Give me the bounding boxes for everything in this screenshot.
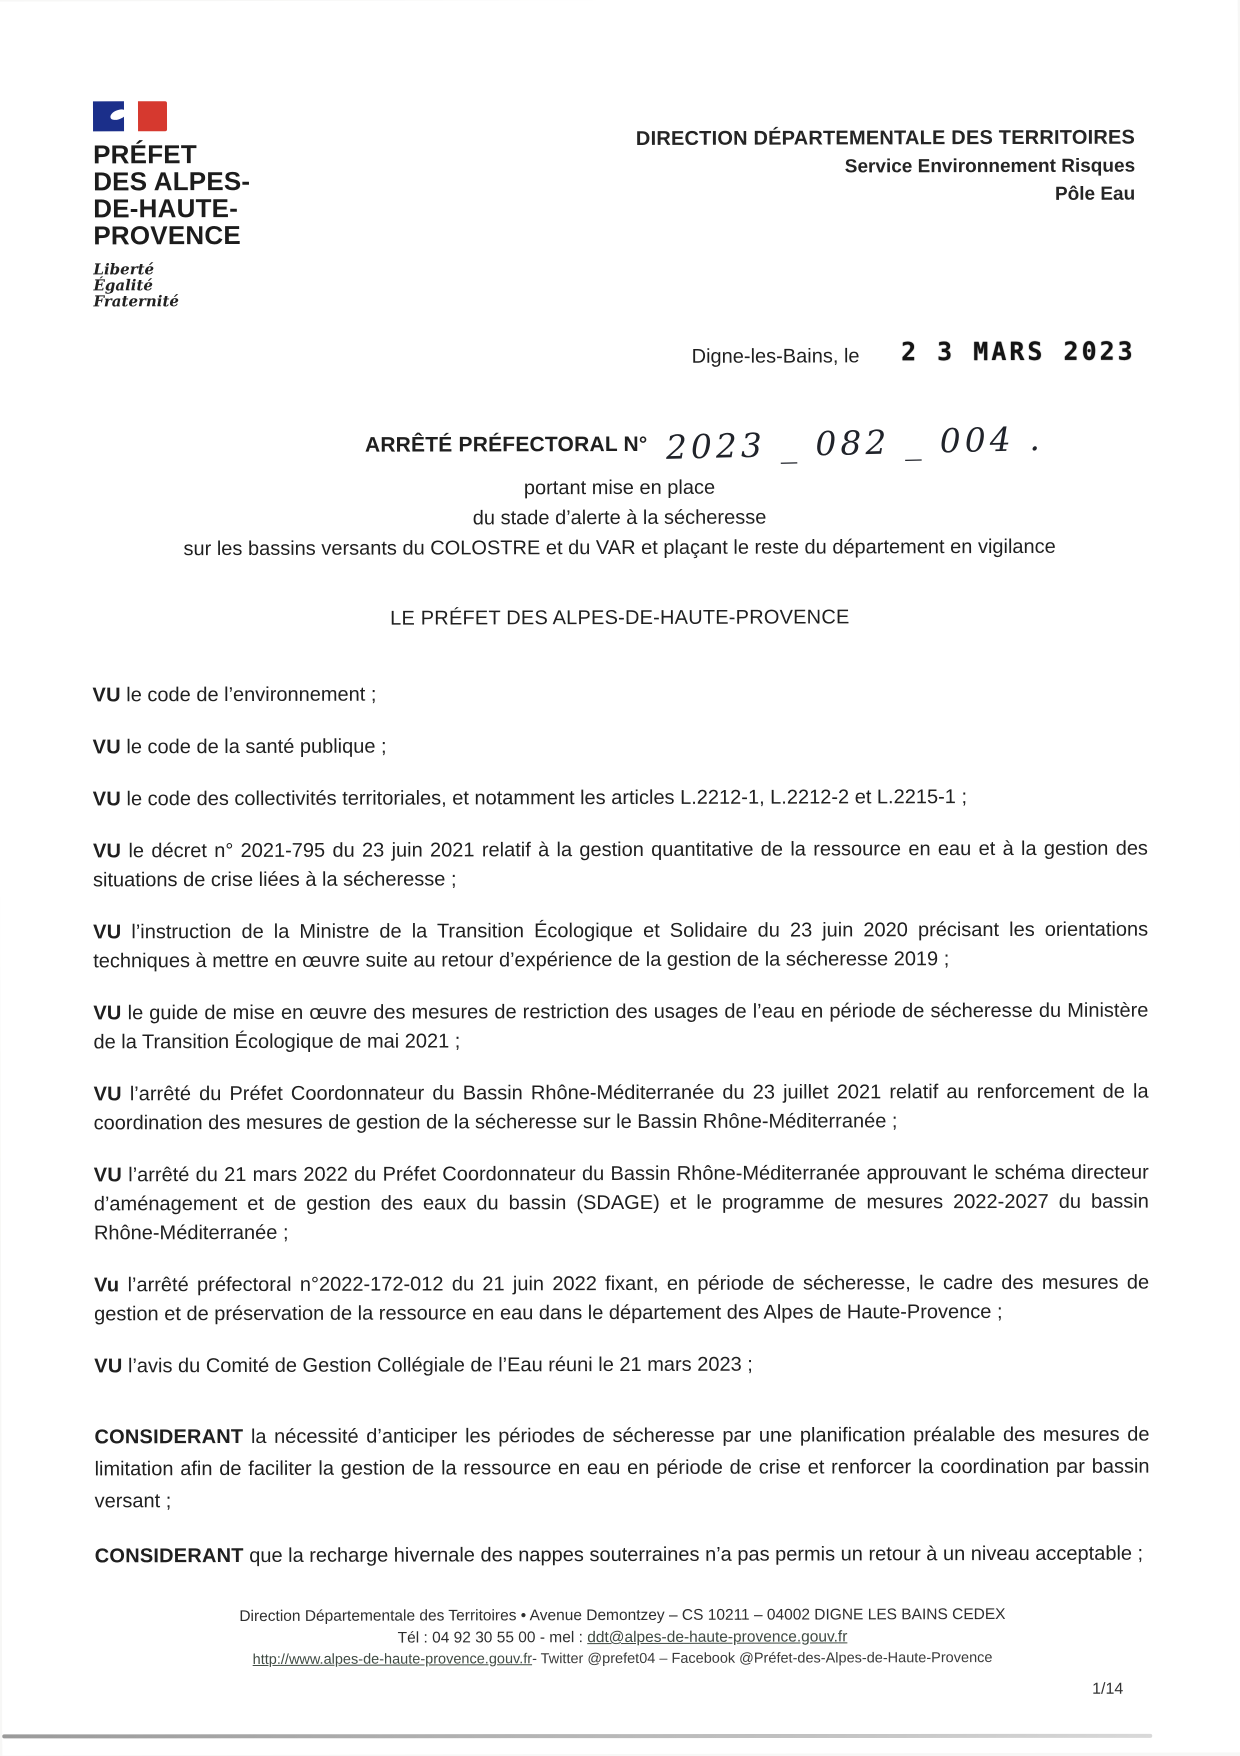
flag-red-block	[138, 101, 167, 131]
footer-social: - Twitter @prefet04 – Facebook @Préfet-des-Alpes-de-Haute-Provence	[532, 1650, 993, 1668]
republic-motto	[93, 261, 250, 309]
french-flag-icon	[93, 101, 167, 131]
salutation: LE PRÉFET DES ALPES-DE-HAUTE-PROVENCE	[390, 606, 850, 630]
date-stamp: 2 3 MARS 2023	[901, 336, 1136, 367]
paragraph-lead: VU	[93, 1002, 122, 1025]
paragraph-text: le code des collectivités territoriales, et notamment les articles L.2212-1, L.2212-2 et L.2215-1 ;	[120, 786, 968, 811]
paragraph-text: l’instruction de la Ministre de la Transition Écologique et Solidaire du 23 juin 2020 précisant les orientations techniques à mettre en œuvre suite au retour d’expérience de la gestion de la sécheresse 2019 ;	[93, 918, 1149, 973]
paragraph-lead: VU	[92, 684, 121, 707]
considerant-paragraph	[95, 1538, 1150, 1573]
footer-website-link[interactable]: http://www.alpes-de-haute-provence.gouv.fr	[252, 1651, 533, 1668]
service-name: Service Environnement Risques	[844, 155, 1136, 178]
considerant-paragraph	[94, 1419, 1149, 1518]
vu-paragraph	[93, 997, 1148, 1058]
dateline	[691, 336, 1136, 369]
footer-phone: Tél : 04 92 30 55 00 - mel :	[397, 1629, 588, 1647]
page-footer	[95, 1604, 1150, 1672]
prefect-title	[93, 141, 250, 249]
paragraph-lead: VU	[92, 736, 121, 759]
prefect-title-line: DES ALPES-	[93, 165, 251, 197]
paragraph-lead: VU	[93, 1164, 122, 1187]
motto-line: Liberté	[93, 260, 155, 279]
vu-paragraph	[94, 1269, 1149, 1330]
paragraphs	[92, 679, 1149, 1573]
footer-address: Direction Départementale des Territoires • Avenue Demontzey – CS 10211 – 04002 DIGNE LES BAINS CEDEX	[239, 1605, 1006, 1625]
document-body	[92, 419, 1150, 1573]
paragraph-lead: CONSIDERANT	[94, 1544, 244, 1568]
vu-paragraph	[93, 835, 1148, 896]
title-subject-line: sur les bassins versants du COLOSTRE et du VAR et plaçant le reste du département en vigilance	[183, 535, 1056, 561]
paragraph-lead: VU	[94, 1355, 123, 1378]
paragraph-text: le code de l’environnement ;	[120, 683, 377, 707]
paragraph-lead: VU	[92, 840, 122, 863]
vu-paragraph	[94, 1078, 1149, 1139]
paragraph-lead: Vu	[94, 1274, 120, 1297]
republic-logo	[93, 101, 251, 309]
flag-blue-block	[93, 101, 124, 131]
vu-paragraph	[93, 783, 1148, 815]
issuing-service-header	[636, 127, 1135, 207]
vu-paragraph	[92, 679, 1147, 711]
paragraph-lead: VU	[93, 921, 122, 944]
paragraph-text: le décret n° 2021-795 du 23 juin 2021 relatif à la gestion quantitative de la ressource en eau et à la gestion des situations de crise liées à la sécheresse ;	[92, 837, 1148, 892]
prefect-title-line: PRÉFET	[93, 139, 197, 170]
footer-contact	[95, 1626, 1150, 1651]
paragraph-text: l’arrêté du 21 mars 2022 du Préfet Coordonnateur du Bassin Rhône-Méditerranée approuvant le schéma directeur d’aménagement et de gestion des eaux du bassin (SDAGE) et le programme de mesures 2022-2027 du bassin Rhône-Méditerranée ;	[93, 1161, 1149, 1245]
pole-name: Pôle Eau	[1054, 183, 1136, 205]
direction-name: DIRECTION DÉPARTEMENTALE DES TERRITOIRES	[635, 126, 1136, 150]
paragraph-text: la nécessité d’anticiper les périodes de sécheresse par une planification préalable des mesures de limitation afin de faciliter la gestion de la ressource en eau en période de crise et renforcer la coordination par bassin versant ;	[94, 1423, 1150, 1513]
paragraph-lead: VU	[92, 788, 122, 811]
footer-web	[95, 1648, 1150, 1672]
arrete-number-line	[177, 418, 1232, 467]
scan-edge-artifact	[2, 1734, 1152, 1739]
arrete-number-handwritten: 2023 _ 082 _ 004 .	[665, 418, 1045, 467]
vu-paragraph	[93, 731, 1148, 763]
motto-line: Fraternité	[93, 292, 179, 311]
title-subject-line: portant mise en place	[523, 476, 716, 500]
paragraph-lead: CONSIDERANT	[94, 1425, 244, 1449]
vu-paragraph	[94, 1159, 1149, 1249]
motto-line: Égalité	[93, 276, 153, 295]
vu-paragraph	[93, 916, 1148, 977]
page-number: 1/14	[1092, 1680, 1124, 1698]
vu-paragraph	[94, 1350, 1149, 1382]
prefect-title-line: DE-HAUTE-	[93, 192, 239, 224]
paragraph-text: le guide de mise en œuvre des mesures de restriction des usages de l’eau en période de sécheresse du Ministère de la Transition Écologique de mai 2021 ;	[93, 999, 1149, 1054]
place-label: Digne-les-Bains, le	[691, 345, 860, 368]
paragraph-text: l’arrêté préfectoral n°2022-172-012 du 21 juin 2022 fixant, en période de sécheresse, le cadre des mesures de gestion et de préservation de la ressource en eau dans le département des Alpes de Haute-Provence ;	[94, 1271, 1150, 1326]
paragraph-text: que la recharge hivernale des nappes souterraines n’a pas permis un retour à un niveau acceptable ;	[243, 1542, 1144, 1567]
paragraph-text: l’avis du Comité de Gestion Collégiale de l’Eau réuni le 21 mars 2023 ;	[122, 1353, 753, 1378]
title-subject-line: du stade d’alerte à la sécheresse	[472, 506, 767, 530]
prefect-title-line: PROVENCE	[93, 219, 241, 251]
paragraph-text: l’arrêté du Préfet Coordonnateur du Bassin Rhône-Méditerranée du 23 juillet 2021 relatif au renforcement de la coordination des mesures de gestion de la sécheresse sur le Bassin Rhône-Méditerranée ;	[93, 1080, 1149, 1135]
paragraph-text: le code de la santé publique ;	[120, 735, 387, 759]
paragraph-lead: VU	[93, 1083, 122, 1106]
footer-email-link[interactable]: ddt@alpes-de-haute-provence.gouv.fr	[587, 1628, 848, 1647]
arrete-label: ARRÊTÉ PRÉFECTORAL N°	[364, 432, 648, 457]
